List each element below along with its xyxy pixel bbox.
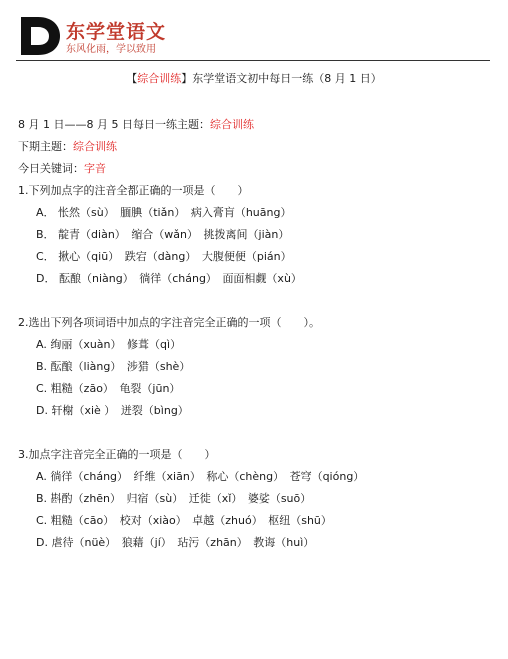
header-divider: [16, 60, 490, 61]
question-1-stem: 1.下列加点字的注音全都正确的一项是（ ）: [18, 184, 249, 197]
page-title: 【综合训练】东学堂语文初中每日一练（8 月 1 日）: [126, 72, 382, 85]
question-2-option-d: D. 轩榭（xiè ） 迸裂（bìng）: [36, 404, 189, 417]
keyword-line: 今日关键词：字音: [18, 162, 106, 175]
question-3-option-a: A. 徜徉（cháng） 纤维（xiān） 称心（chèng） 苍穹（qióng）: [36, 470, 365, 483]
question-3-option-c: C. 粗糙（cāo） 校对（xiào） 卓越（zhuó） 枢纽（shū）: [36, 514, 332, 527]
question-3-option-b: B. 斟酌（zhēn） 归宿（sù） 迁徙（xǐ） 婆娑（suō）: [36, 492, 312, 505]
question-1-option-c: C． 揪心（qiū） 跌宕（dàng） 大腹便便（pián）: [36, 250, 292, 263]
question-3-stem: 3.加点字注音完全正确的一项是（ ）: [18, 448, 216, 461]
question-2-option-c: C. 粗糙（zāo） 龟裂（jūn）: [36, 382, 181, 395]
brand-slogan: 东风化雨，学以致用: [66, 44, 156, 55]
question-1-option-a: A． 怅然（sù） 腼腆（tiǎn） 病入膏肓（huāng）: [36, 206, 292, 219]
question-1-option-b: B． 靛青（diàn） 缩合（wǎn） 挑拨离间（jiàn）: [36, 228, 290, 241]
logo-mark: [18, 14, 62, 58]
question-2-stem: 2.选出下列各项词语中加点的字注音完全正确的一项（ ）。: [18, 316, 320, 329]
next-theme-line: 下期主题：综合训练: [18, 140, 117, 153]
question-3-option-d: D. 虐待（nüè） 狼藉（jí） 玷污（zhān） 教诲（huì）: [36, 536, 315, 549]
theme-line: 8 月 1 日——8 月 5 日每日一练主题：综合训练: [18, 118, 254, 131]
question-2-option-a: A. 绚丽（xuàn） 修葺（qì）: [36, 338, 182, 351]
question-1-option-d: D． 酝酿（niàng） 徜徉（cháng） 面面相觑（xù）: [36, 272, 302, 285]
question-2-option-b: B. 酝酿（liàng） 涉猎（shè）: [36, 360, 191, 373]
brand-name: 东学堂语文: [66, 21, 167, 43]
